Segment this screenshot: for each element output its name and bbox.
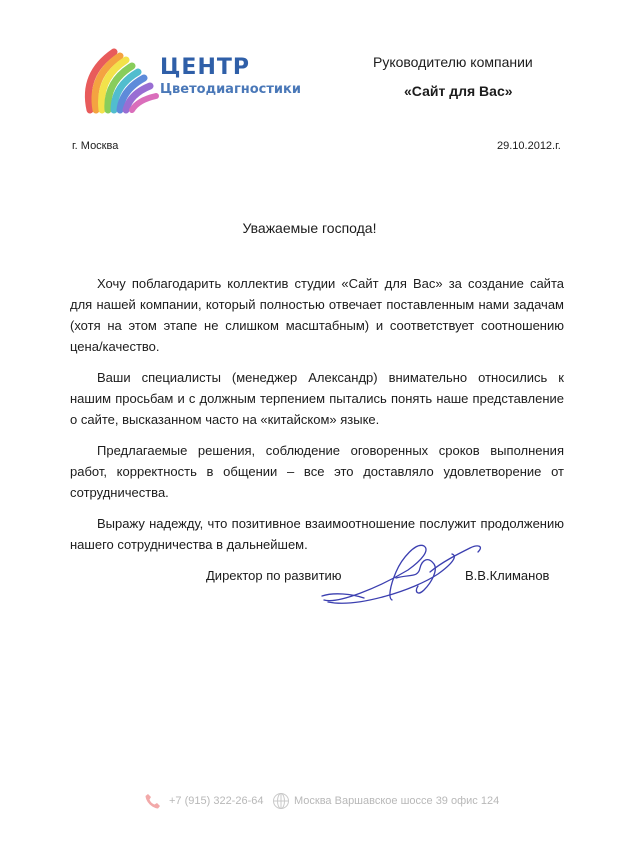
paragraph: Ваши специалисты (менеджер Александр) внимательно относились к нашим просьбам и с должным терпением пытались понять наше представление о сайте, высказанном часто на «китайском» языке. [70,370,564,427]
rainbow-fan-icon [72,44,160,116]
signatory-name: В.В.Климанов [465,568,550,583]
brand-title: ЦЕНТР [160,55,250,80]
phone-icon [144,792,162,810]
recipient-company: «Сайт для Вас» [404,83,513,99]
recipient-role: Руководителю компании [373,54,533,70]
paragraph: Выражу надежду, что позитивное взаимоотношение послужит продолжению нашего сотрудничества в дальнейшем. [70,516,564,552]
globe-icon [272,792,290,810]
paragraph: Предлагаемые решения, соблюдение оговоренных сроков выполнения работ, корректность в общении – все это доставляло удовлетворение от сотрудничества. [70,443,564,500]
brand-subtitle: Цветодиагностики [160,82,301,97]
footer-phone: +7 (915) 322-26-64 [169,795,264,807]
salutation: Уважаемые господа! [242,220,377,236]
letter-city: г. Москва [72,140,119,152]
footer-address: Москва Варшавское шоссе 39 офис 124 [294,795,500,807]
signatory-title: Директор по развитию [206,568,342,583]
letter-date: 29.10.2012.г. [497,140,561,152]
paragraph: Хочу поблагодарить коллектив студии «Сайт для Вас» за создание сайта для нашей компании, который полностью отвечает поставленным нами задачам (хотя на этом этапе не слишком масштабным) и соответствует соотношению цена/качество. [70,276,564,354]
letter-body [70,273,564,565]
